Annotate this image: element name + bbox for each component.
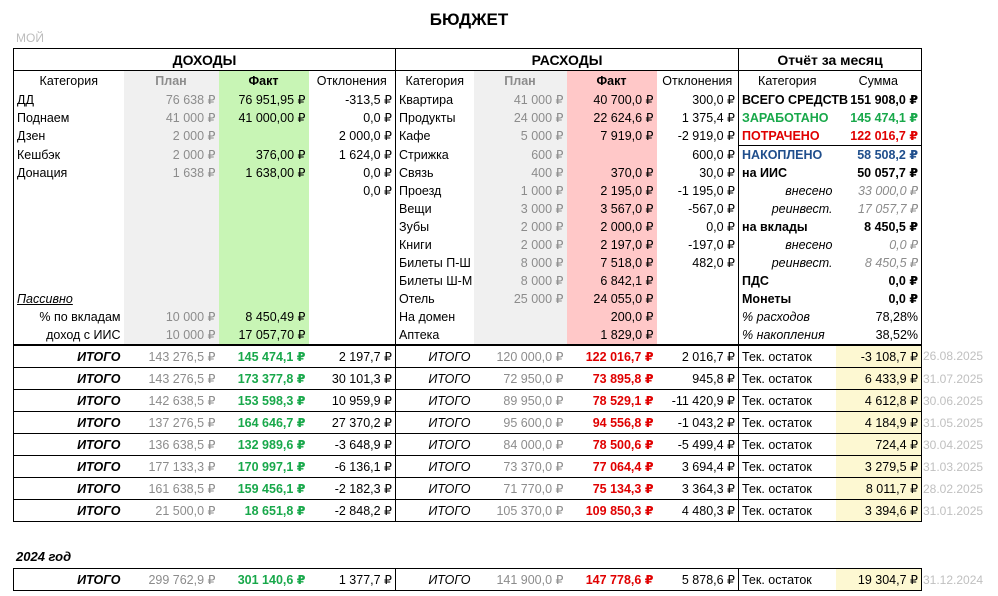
table-row <box>14 91 922 109</box>
expense-fact: 7 518,0 ₽ <box>567 254 657 272</box>
expense-plan: 2 000 ₽ <box>474 218 567 236</box>
income-fact-header: Факт <box>219 71 309 92</box>
income-fact: 8 450,49 ₽ <box>219 308 309 326</box>
expense-deviation-header: Отклонения <box>657 71 739 92</box>
total-row <box>14 345 922 368</box>
income-category-header: Категория <box>14 71 124 92</box>
income-total-fact: 301 140,6 ₽ <box>219 569 309 591</box>
report-category: ПОТРАЧЕНО <box>742 129 820 143</box>
remainder-value: 8 011,7 ₽ <box>836 478 922 500</box>
expense-category: Стрижка <box>399 147 449 162</box>
income-total-label: ИТОГО <box>14 390 124 412</box>
income-category <box>14 182 124 200</box>
remainder-value: 4 184,9 ₽ <box>836 412 922 434</box>
remainder-value: 4 612,8 ₽ <box>836 390 922 412</box>
expense-category: Билеты Ш-М <box>399 274 473 288</box>
expense-total-label: ИТОГО <box>396 500 474 522</box>
income-total-fact: 164 646,7 ₽ <box>219 412 309 434</box>
expense-deviation: 300,0 ₽ <box>657 91 739 109</box>
expense-fact: 1 829,0 ₽ <box>567 326 657 345</box>
expense-total-label: ИТОГО <box>396 569 474 591</box>
expense-total-deviation: 2 016,7 ₽ <box>657 345 739 368</box>
total-row <box>14 412 922 434</box>
income-category: Дзен <box>14 127 124 146</box>
report-sum: 33 000,0 ₽ <box>836 182 922 200</box>
table-row <box>14 308 922 326</box>
expense-total-fact: 78 500,6 ₽ <box>567 434 657 456</box>
expense-deviation: -197,0 ₽ <box>657 236 739 254</box>
sheet-owner-label: МОЙ <box>16 31 44 45</box>
expense-fact: 2 197,0 ₽ <box>567 236 657 254</box>
income-total-plan: 299 762,9 ₽ <box>124 569 219 591</box>
expense-fact: 370,0 ₽ <box>567 164 657 182</box>
table-row <box>14 326 922 345</box>
income-fact: 76 951,95 ₽ <box>219 91 309 109</box>
income-category: Поднаем <box>14 109 124 127</box>
expense-total-label: ИТОГО <box>396 434 474 456</box>
report-category: % накопления <box>742 328 825 342</box>
expense-total-plan: 89 950,0 ₽ <box>474 390 567 412</box>
expense-fact: 24 055,0 ₽ <box>567 290 657 308</box>
income-category <box>14 218 124 236</box>
report-category: на ИИС <box>742 166 787 180</box>
report-category: НАКОПЛЕНО <box>739 146 836 165</box>
income-total-deviation: -2 848,2 ₽ <box>309 500 396 522</box>
total-row <box>14 500 922 522</box>
expense-total-plan: 95 600,0 ₽ <box>474 412 567 434</box>
remainder-label: Тек. остаток <box>739 456 836 478</box>
expense-plan: 24 000 ₽ <box>474 109 567 127</box>
income-total-deviation: 2 197,7 ₽ <box>309 345 396 368</box>
expense-category: Продукты <box>399 111 456 125</box>
expense-total-plan: 72 950,0 ₽ <box>474 368 567 390</box>
income-fact <box>219 254 309 272</box>
expense-deviation: 482,0 ₽ <box>657 254 739 272</box>
expense-deviation <box>657 272 739 290</box>
expense-total-plan: 120 000,0 ₽ <box>474 345 567 368</box>
report-category: ВСЕГО СРЕДСТВ <box>742 93 849 107</box>
income-total-plan: 136 638,5 ₽ <box>124 434 219 456</box>
expense-total-fact: 147 778,6 ₽ <box>567 569 657 591</box>
income-fact <box>219 182 309 200</box>
expense-plan <box>474 308 567 326</box>
expense-fact: 3 567,0 ₽ <box>567 200 657 218</box>
income-deviation: 0,0 ₽ <box>309 109 396 127</box>
income-category: доход с ИИС <box>14 326 124 345</box>
income-fact <box>219 236 309 254</box>
report-section-header: Отчёт за месяц <box>739 49 922 71</box>
report-sum: 0,0 ₽ <box>836 236 922 254</box>
income-plan <box>124 182 219 200</box>
income-total-deviation: 27 370,2 ₽ <box>309 412 396 434</box>
remainder-label: Тек. остаток <box>739 368 836 390</box>
report-sum: 8 450,5 ₽ <box>836 254 922 272</box>
income-section-header: ДОХОДЫ <box>14 49 396 71</box>
income-total-fact: 153 598,3 ₽ <box>219 390 309 412</box>
income-fact <box>219 272 309 290</box>
income-fact: 17 057,70 ₽ <box>219 326 309 345</box>
expense-plan: 8 000 ₽ <box>474 254 567 272</box>
report-sum: 17 057,7 ₽ <box>836 200 922 218</box>
income-total-fact: 159 456,1 ₽ <box>219 478 309 500</box>
expense-total-deviation: 945,8 ₽ <box>657 368 739 390</box>
total-row <box>14 390 922 412</box>
expense-plan: 41 000 ₽ <box>474 91 567 109</box>
expense-plan: 2 000 ₽ <box>474 236 567 254</box>
income-total-plan: 21 500,0 ₽ <box>124 500 219 522</box>
expense-total-deviation: -11 420,9 ₽ <box>657 390 739 412</box>
expense-total-fact: 94 556,8 ₽ <box>567 412 657 434</box>
month-date: 31.07.2025 <box>923 371 984 386</box>
expense-category-header: Категория <box>405 74 464 88</box>
income-plan <box>124 218 219 236</box>
income-total-fact: 132 989,6 ₽ <box>219 434 309 456</box>
remainder-value: -3 108,7 ₽ <box>836 345 922 368</box>
remainder-value: 6 433,9 ₽ <box>836 368 922 390</box>
expense-total-label: ИТОГО <box>396 456 474 478</box>
income-total-deviation: -6 136,1 ₽ <box>309 456 396 478</box>
report-sum-header: Сумма <box>836 71 922 92</box>
total-row <box>14 456 922 478</box>
income-deviation: 1 624,0 ₽ <box>309 146 396 165</box>
expense-fact: 6 842,1 ₽ <box>567 272 657 290</box>
income-plan <box>124 290 219 308</box>
month-date: 31.03.2025 <box>923 459 984 474</box>
expense-deviation <box>657 290 739 308</box>
expense-total-fact: 78 529,1 ₽ <box>567 390 657 412</box>
income-plan-header: План <box>124 71 219 92</box>
year-total-table <box>13 568 922 591</box>
report-sum: 151 908,0 ₽ <box>836 91 922 109</box>
report-sum: 78,28% <box>836 308 922 326</box>
income-fact <box>219 290 309 308</box>
remainder-label: Тек. остаток <box>739 345 836 368</box>
income-fact: 1 638,00 ₽ <box>219 164 309 182</box>
income-plan <box>124 254 219 272</box>
expense-category: Книги <box>399 238 432 252</box>
budget-table <box>13 48 922 522</box>
income-category <box>14 200 124 218</box>
month-date: 31.05.2025 <box>923 415 984 430</box>
income-total-plan: 142 638,5 ₽ <box>124 390 219 412</box>
expense-total-plan: 141 900,0 ₽ <box>474 569 567 591</box>
expense-total-plan: 84 000,0 ₽ <box>474 434 567 456</box>
expense-category: Отель <box>399 292 435 306</box>
expense-fact: 22 624,6 ₽ <box>567 109 657 127</box>
expense-total-deviation: 3 364,3 ₽ <box>657 478 739 500</box>
income-total-deviation: -2 182,3 ₽ <box>309 478 396 500</box>
expense-plan: 5 000 ₽ <box>474 127 567 146</box>
income-plan: 2 000 ₽ <box>124 146 219 165</box>
remainder-label: Тек. остаток <box>739 390 836 412</box>
income-deviation: 0,0 ₽ <box>309 182 396 200</box>
income-fact: 376,00 ₽ <box>219 146 309 165</box>
income-category: % по вкладам <box>14 308 124 326</box>
table-row <box>14 290 922 308</box>
expense-plan: 1 000 ₽ <box>474 182 567 200</box>
expense-total-plan: 71 770,0 ₽ <box>474 478 567 500</box>
report-sum: 8 450,5 ₽ <box>836 218 922 236</box>
table-row <box>14 254 922 272</box>
expense-total-plan: 73 370,0 ₽ <box>474 456 567 478</box>
income-deviation <box>309 290 396 308</box>
remainder-label: Тек. остаток <box>739 569 836 591</box>
remainder-value: 3 394,6 ₽ <box>836 500 922 522</box>
income-category <box>14 236 124 254</box>
expense-plan: 25 000 ₽ <box>474 290 567 308</box>
expense-category: Аптека <box>399 328 440 342</box>
income-plan: 1 638 ₽ <box>124 164 219 182</box>
expense-plan: 600 ₽ <box>474 146 567 165</box>
expense-category: Кафе <box>399 129 431 144</box>
income-deviation <box>309 200 396 218</box>
income-deviation <box>309 254 396 272</box>
expense-total-fact: 109 850,3 ₽ <box>567 500 657 522</box>
expense-section-header: РАСХОДЫ <box>396 49 739 71</box>
income-fact <box>219 200 309 218</box>
expense-deviation: 0,0 ₽ <box>657 218 739 236</box>
expense-category: Проезд <box>399 184 442 198</box>
report-sum: 0,0 ₽ <box>836 290 922 308</box>
remainder-value: 19 304,7 ₽ <box>836 569 922 591</box>
income-plan: 10 000 ₽ <box>124 308 219 326</box>
income-deviation <box>309 236 396 254</box>
month-date: 31.01.2025 <box>923 503 984 518</box>
expense-plan: 8 000 ₽ <box>474 272 567 290</box>
report-category: Монеты <box>742 292 792 306</box>
income-total-fact: 145 474,1 ₽ <box>219 345 309 368</box>
expense-fact: 200,0 ₽ <box>567 308 657 326</box>
total-row <box>14 368 922 390</box>
remainder-label: Тек. остаток <box>739 434 836 456</box>
expense-plan: 3 000 ₽ <box>474 200 567 218</box>
income-total-plan: 143 276,5 ₽ <box>124 368 219 390</box>
remainder-label: Тек. остаток <box>739 500 836 522</box>
income-total-label: ИТОГО <box>14 456 124 478</box>
total-row <box>14 478 922 500</box>
income-deviation <box>309 272 396 290</box>
expense-total-deviation: 4 480,3 ₽ <box>657 500 739 522</box>
income-deviation: -313,5 ₽ <box>309 91 396 109</box>
expense-deviation <box>657 326 739 345</box>
income-total-fact: 18 651,8 ₽ <box>219 500 309 522</box>
expense-fact: 7 919,0 ₽ <box>567 127 657 146</box>
table-row <box>14 164 922 182</box>
income-total-plan: 137 276,5 ₽ <box>124 412 219 434</box>
report-sum: 38,52% <box>836 326 922 345</box>
report-sum: 0,0 ₽ <box>836 272 922 290</box>
report-sum: 122 016,7 ₽ <box>836 127 922 146</box>
income-total-deviation: 30 101,3 ₽ <box>309 368 396 390</box>
table-row <box>14 146 922 165</box>
expense-category: Вещи <box>399 202 432 216</box>
expense-deviation: -2 919,0 ₽ <box>657 127 739 146</box>
total-row <box>14 569 922 591</box>
expense-total-deviation: 3 694,4 ₽ <box>657 456 739 478</box>
report-category: реинвест. <box>771 256 833 270</box>
income-category: Кешбэк <box>14 146 124 165</box>
table-row <box>14 200 922 218</box>
remainder-label: Тек. остаток <box>739 478 836 500</box>
income-plan <box>124 236 219 254</box>
income-total-label: ИТОГО <box>14 345 124 368</box>
expense-total-deviation: 5 878,6 ₽ <box>657 569 739 591</box>
income-total-label: ИТОГО <box>14 434 124 456</box>
month-date: 26.08.2025 <box>923 349 984 363</box>
expense-category: Билеты П-Ш <box>399 256 471 270</box>
expense-deviation: -1 195,0 ₽ <box>657 182 739 200</box>
month-date: 28.02.2025 <box>923 481 984 496</box>
report-sum: 50 057,7 ₽ <box>836 164 922 182</box>
expense-total-deviation: -1 043,2 ₽ <box>657 412 739 434</box>
income-deviation <box>309 326 396 345</box>
income-plan: 41 000 ₽ <box>124 109 219 127</box>
month-date: 30.04.2025 <box>923 437 984 452</box>
expense-plan-header: План <box>474 71 567 92</box>
expense-deviation: 30,0 ₽ <box>657 164 739 182</box>
expense-category: Квартира <box>399 93 454 107</box>
income-fact <box>219 218 309 236</box>
report-category: реинвест. <box>771 202 833 216</box>
report-sum: 145 474,1 ₽ <box>836 109 922 127</box>
expense-fact: 40 700,0 ₽ <box>567 91 657 109</box>
expense-total-label: ИТОГО <box>396 412 474 434</box>
income-deviation <box>309 308 396 326</box>
income-fact <box>219 127 309 146</box>
expense-plan <box>474 326 567 345</box>
income-category: Пассивно <box>14 290 124 308</box>
expense-category: На домен <box>399 310 456 324</box>
expense-fact <box>567 146 657 165</box>
income-total-label: ИТОГО <box>14 478 124 500</box>
table-row <box>14 236 922 254</box>
income-plan: 76 638 ₽ <box>124 91 219 109</box>
expense-category: Связь <box>399 166 434 180</box>
table-row <box>14 127 922 146</box>
expense-total-fact: 122 016,7 ₽ <box>567 345 657 368</box>
expense-total-label: ИТОГО <box>396 345 474 368</box>
report-category: ЗАРАБОТАНО <box>742 111 829 125</box>
expense-total-deviation: -5 499,4 ₽ <box>657 434 739 456</box>
income-plan: 2 000 ₽ <box>124 127 219 146</box>
income-deviation <box>309 218 396 236</box>
income-total-deviation: 1 377,7 ₽ <box>309 569 396 591</box>
report-category: на вклады <box>742 220 808 234</box>
expense-deviation <box>657 308 739 326</box>
year-label: 2024 год <box>16 549 72 564</box>
income-deviation-header: Отклонения <box>309 71 396 92</box>
income-category: ДД <box>14 91 124 109</box>
income-deviation: 0,0 ₽ <box>309 164 396 182</box>
report-category: внесено <box>785 238 833 252</box>
expense-total-fact: 73 895,8 ₽ <box>567 368 657 390</box>
report-category: внесено <box>785 184 833 198</box>
table-row <box>14 182 922 200</box>
expense-total-fact: 77 064,4 ₽ <box>567 456 657 478</box>
income-total-plan: 161 638,5 ₽ <box>124 478 219 500</box>
table-row <box>14 218 922 236</box>
expense-deviation: 1 375,4 ₽ <box>657 109 739 127</box>
income-category <box>14 254 124 272</box>
expense-total-label: ИТОГО <box>396 368 474 390</box>
report-sum: 58 508,2 ₽ <box>836 146 922 165</box>
income-total-label: ИТОГО <box>14 412 124 434</box>
expense-total-label: ИТОГО <box>396 478 474 500</box>
income-total-plan: 177 133,3 ₽ <box>124 456 219 478</box>
income-total-deviation: -3 648,9 ₽ <box>309 434 396 456</box>
month-date: 30.06.2025 <box>923 393 984 408</box>
income-total-deviation: 10 959,9 ₽ <box>309 390 396 412</box>
income-total-fact: 170 997,1 ₽ <box>219 456 309 478</box>
income-fact: 41 000,00 ₽ <box>219 109 309 127</box>
table-row <box>14 109 922 127</box>
expense-total-label: ИТОГО <box>396 390 474 412</box>
income-deviation: 2 000,0 ₽ <box>309 127 396 146</box>
expense-category: Зубы <box>399 220 430 234</box>
income-plan <box>124 272 219 290</box>
table-row <box>14 272 922 290</box>
income-total-plan: 143 276,5 ₽ <box>124 345 219 368</box>
income-total-label: ИТОГО <box>14 569 124 591</box>
remainder-value: 724,4 ₽ <box>836 434 922 456</box>
income-category <box>14 272 124 290</box>
report-category: % расходов <box>742 310 810 324</box>
remainder-value: 3 279,5 ₽ <box>836 456 922 478</box>
income-category: Донация <box>14 164 124 182</box>
expense-fact: 2 195,0 ₽ <box>567 182 657 200</box>
sheet-title: БЮДЖЕТ <box>429 10 509 29</box>
report-category-header: Категория <box>758 74 817 88</box>
expense-plan: 400 ₽ <box>474 164 567 182</box>
year-date: 31.12.2024 <box>923 572 984 587</box>
income-total-label: ИТОГО <box>14 368 124 390</box>
expense-total-plan: 105 370,0 ₽ <box>474 500 567 522</box>
income-plan: 10 000 ₽ <box>124 326 219 345</box>
expense-fact: 2 000,0 ₽ <box>567 218 657 236</box>
total-row <box>14 434 922 456</box>
income-total-label: ИТОГО <box>14 500 124 522</box>
report-category: ПДС <box>742 274 769 288</box>
expense-total-fact: 75 134,3 ₽ <box>567 478 657 500</box>
income-plan <box>124 200 219 218</box>
expense-fact-header: Факт <box>567 71 657 92</box>
expense-deviation: -567,0 ₽ <box>657 200 739 218</box>
remainder-label: Тек. остаток <box>739 412 836 434</box>
expense-deviation: 600,0 ₽ <box>657 146 739 165</box>
income-total-fact: 173 377,8 ₽ <box>219 368 309 390</box>
